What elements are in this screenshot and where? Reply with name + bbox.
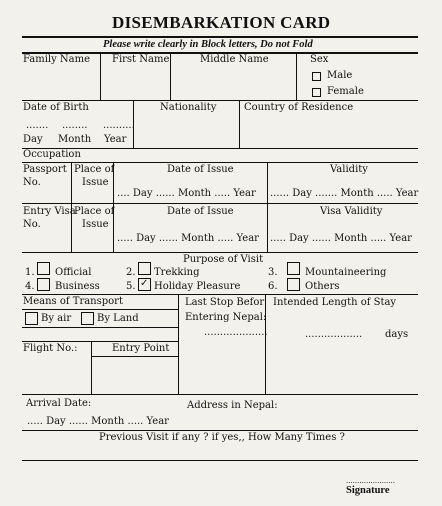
by-land-label: By Land (97, 313, 139, 324)
purpose-3-number: 3. (268, 267, 278, 278)
purpose-6-number: 6. (268, 281, 278, 292)
means-of-transport-label: Means of Transport (23, 296, 123, 307)
by-air-label: By air (41, 313, 72, 324)
days-label: days (385, 329, 409, 340)
date-of-birth-label: Date of Birth (23, 102, 89, 113)
signature-line[interactable]: ...................... (346, 477, 395, 485)
purpose-mountaineering-label: Mountaineering (305, 267, 387, 278)
nationality-label: Nationality (160, 102, 217, 113)
card-instructions: Please write clearly in Block letters, Do not Fold (103, 39, 313, 50)
entry-visa-label-2: No. (23, 219, 41, 230)
purpose-others-checkbox[interactable] (287, 278, 300, 291)
middle-name-label: Middle Name (200, 54, 269, 65)
visa-validity-label: Visa Validity (320, 206, 383, 217)
male-checkbox[interactable] (312, 72, 321, 81)
passport-issue-date-field[interactable]: .... Day ...... Month ..... Year (117, 188, 256, 199)
divider (91, 341, 92, 394)
row-rule (22, 460, 418, 461)
intended-stay-field[interactable]: .................. (305, 329, 363, 340)
dob-day-label: Day (23, 134, 43, 145)
checkmark-icon: ✓ (140, 278, 149, 289)
country-of-residence-label: Country of Residence (244, 102, 354, 113)
purpose-mountaineering-checkbox[interactable] (287, 262, 300, 275)
row-rule (22, 430, 418, 431)
row-rule (22, 203, 418, 204)
dob-year-field[interactable]: .......... (103, 120, 135, 131)
purpose-official-label: Official (55, 267, 92, 278)
title-rule (22, 36, 418, 38)
row-rule (22, 100, 418, 101)
purpose-trekking-checkbox[interactable] (138, 262, 151, 275)
passport-no-label: Passport (23, 164, 67, 175)
visa-place-label-2: Issue (82, 219, 109, 230)
by-land-checkbox[interactable] (81, 312, 94, 325)
purpose-official-checkbox[interactable] (37, 262, 50, 275)
row-rule (91, 356, 178, 357)
purpose-business-checkbox[interactable] (37, 278, 50, 291)
last-stop-field[interactable]: .................... (204, 327, 268, 338)
arrival-date-field[interactable]: ..... Day ...... Month ..... Year (27, 416, 169, 427)
signature-label: Signature (346, 485, 390, 496)
passport-place-label: Place of (74, 164, 115, 175)
passport-validity-date-field[interactable]: ...... Day ....... Month ..... Year (270, 188, 419, 199)
purpose-2-number: 2. (126, 267, 136, 278)
occupation-label: Occupation (23, 149, 81, 160)
row-rule (22, 309, 178, 310)
divider (265, 294, 266, 394)
passport-no-label-2: No. (23, 177, 41, 188)
row-rule (22, 148, 418, 149)
purpose-business-label: Business (55, 281, 100, 292)
visa-issue-date-field[interactable]: ..... Day ...... Month ..... Year (117, 233, 259, 244)
divider (296, 52, 297, 100)
purpose-heading: Purpose of Visit (183, 254, 264, 265)
female-checkbox[interactable] (312, 88, 321, 97)
last-stop-label-2: Entering Nepal: (185, 312, 267, 323)
purpose-holiday-pleasure-checkbox[interactable] (138, 278, 151, 291)
visa-date-of-issue-label: Date of Issue (167, 206, 234, 217)
address-in-nepal-label: Address in Nepal: (187, 400, 278, 411)
purpose-5-number: 5. (126, 281, 136, 292)
purpose-trekking-label: Trekking (154, 267, 200, 278)
dob-day-field[interactable]: ....... (26, 120, 49, 131)
flight-no-label: Flight No.: (23, 343, 78, 354)
row-rule (22, 327, 178, 328)
intended-stay-label: Intended Length of Stay (273, 297, 397, 308)
sex-label: Sex (310, 54, 329, 65)
dob-month-label: Month (58, 134, 92, 145)
row-rule (22, 341, 178, 342)
entry-visa-label: Entry Visa (23, 206, 76, 217)
family-name-label: Family Name (23, 54, 91, 65)
first-name-label: First Name (112, 54, 170, 65)
visa-place-label: Place of (74, 206, 115, 217)
visa-validity-date-field[interactable]: ..... Day ...... Month ..... Year (270, 233, 412, 244)
divider (170, 52, 171, 100)
passport-place-label-2: Issue (82, 177, 109, 188)
last-stop-label: Last Stop Befor (185, 297, 265, 308)
divider (100, 52, 101, 100)
by-air-checkbox[interactable] (25, 312, 38, 325)
divider (267, 162, 268, 252)
female-label: Female (327, 86, 364, 97)
purpose-1-number: 1. (25, 267, 35, 278)
dob-year-label: Year (104, 134, 127, 145)
passport-validity-label: Validity (330, 164, 368, 175)
entry-point-label: Entry Point (112, 343, 170, 354)
purpose-holiday-pleasure-label: Holiday Pleasure (154, 281, 241, 292)
card-title: DISEMBARKATION CARD (112, 13, 331, 32)
divider (239, 100, 240, 148)
row-rule (22, 394, 418, 395)
dob-month-field[interactable]: ........ (62, 120, 88, 131)
divider (178, 294, 179, 394)
purpose-4-number: 4. (25, 281, 35, 292)
previous-visit-label: Previous Visit if any ? if yes,, How Many Times ? (99, 432, 345, 443)
male-label: Male (327, 70, 353, 81)
purpose-others-label: Others (305, 281, 340, 292)
row-rule (22, 252, 418, 253)
arrival-date-label: Arrival Date: (26, 398, 92, 409)
passport-date-of-issue-label: Date of Issue (167, 164, 234, 175)
row-rule (22, 162, 418, 163)
row-rule (22, 294, 418, 295)
